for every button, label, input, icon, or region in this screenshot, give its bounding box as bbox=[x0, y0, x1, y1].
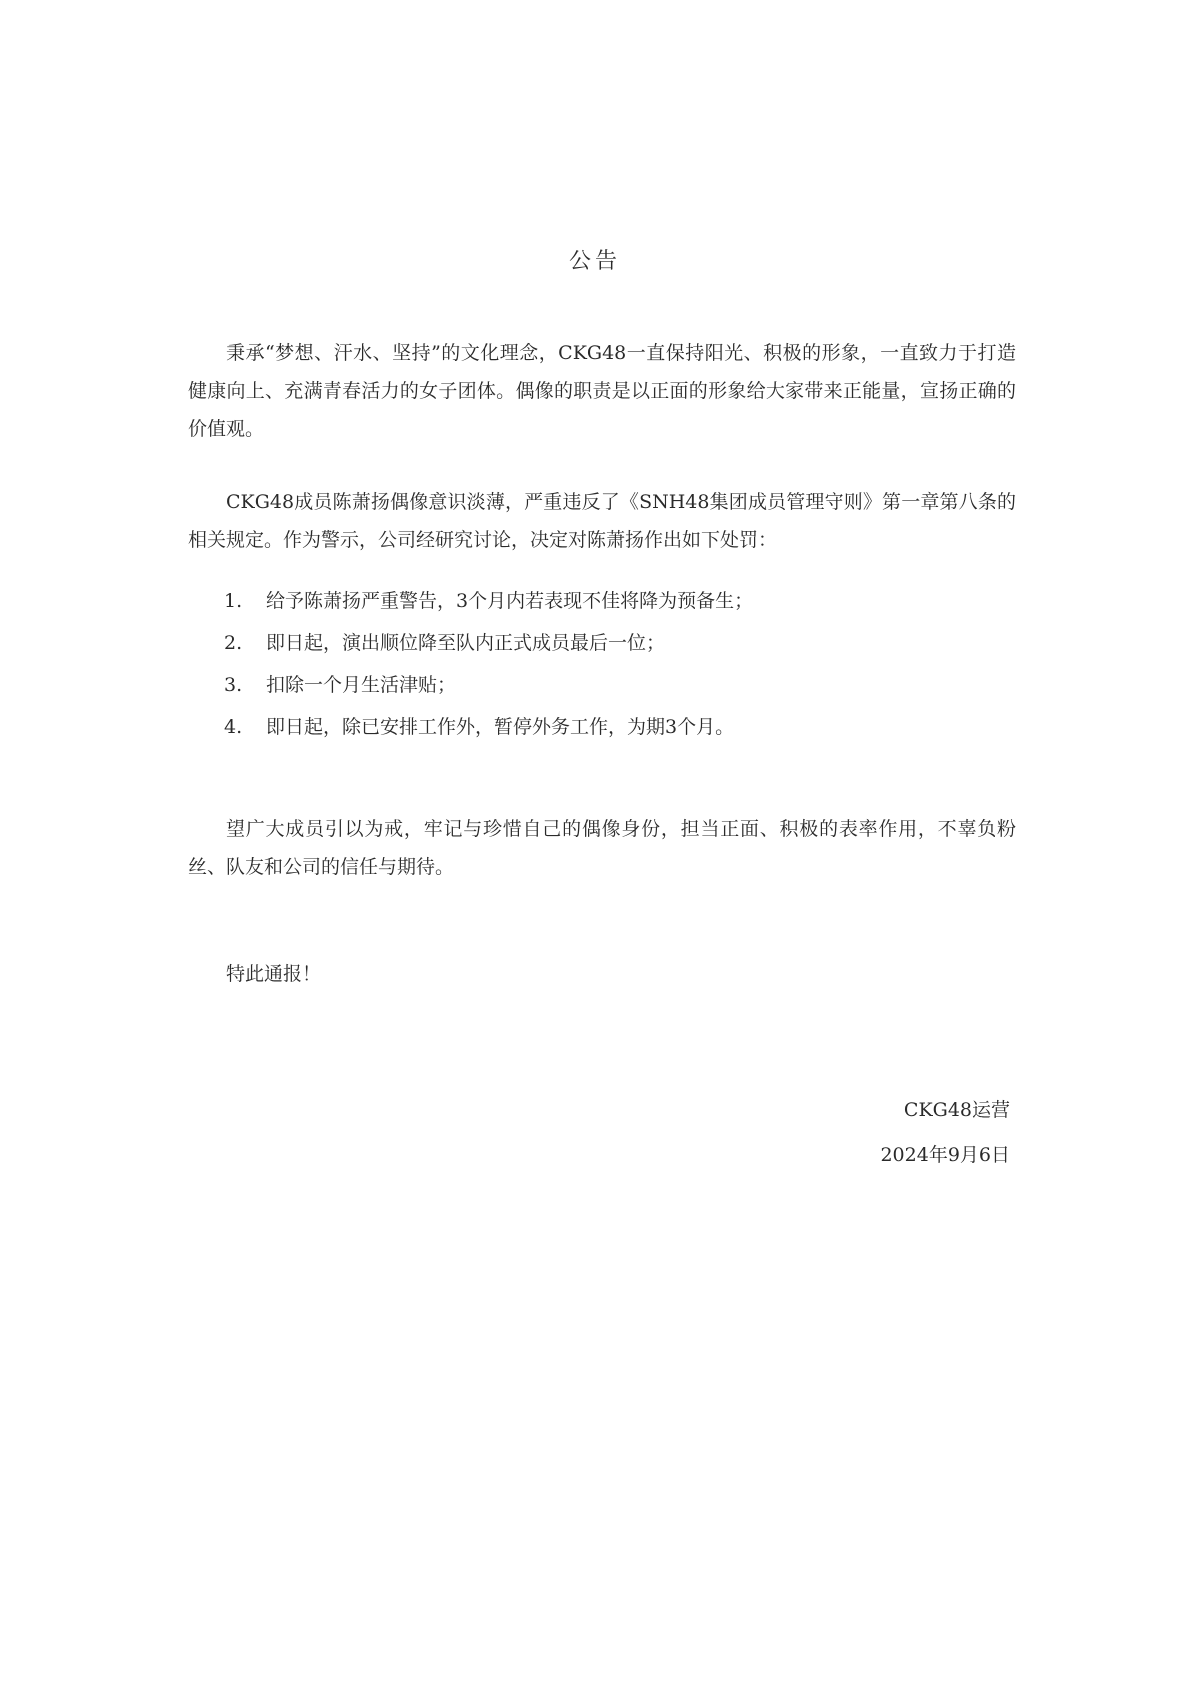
signature-block bbox=[880, 1088, 1010, 1178]
list-item-number: 4. bbox=[224, 716, 243, 738]
paragraph-violation: CKG48成员陈萧扬偶像意识淡薄，严重违反了《SNH48集团成员管理守则》第一章第八条的相关规定。作为警示，公司经研究讨论，决定对陈萧扬作出如下处罚： bbox=[188, 491, 1016, 551]
list-item-text: 即日起，除已安排工作外，暂停外务工作，为期3个月。 bbox=[266, 716, 735, 738]
warning-block bbox=[188, 810, 1016, 886]
list-item-number: 3. bbox=[224, 674, 243, 696]
list-item-number: 1. bbox=[224, 590, 243, 612]
paragraph-intro: 秉承“梦想、汗水、坚持”的文化理念，CKG48一直保持阳光、积极的形象，一直致力于打造健康向上、充满青春活力的女子团体。偶像的职责是以正面的形象给大家带来正能量，宣扬正确的价值观。 bbox=[188, 342, 1016, 440]
page-title: 公告 bbox=[568, 249, 621, 274]
intro-block bbox=[188, 334, 1016, 448]
closing-block bbox=[188, 955, 1016, 993]
list-item-number: 2. bbox=[224, 632, 243, 654]
list-item bbox=[224, 622, 1004, 664]
list-item bbox=[224, 580, 1004, 622]
signature-date: 2024年9月6日 bbox=[880, 1144, 1010, 1166]
list-item-text: 给予陈萧扬严重警告，3个月内若表现不佳将降为预备生； bbox=[266, 590, 754, 612]
penalty-list bbox=[224, 580, 1004, 748]
signature-org: CKG48运营 bbox=[903, 1099, 1010, 1121]
closing-line: 特此通报！ bbox=[226, 963, 322, 985]
list-item bbox=[224, 706, 1004, 748]
list-item-text: 即日起，演出顺位降至队内正式成员最后一位； bbox=[266, 632, 666, 654]
violation-block bbox=[188, 483, 1016, 559]
list-item-text: 扣除一个月生活津贴； bbox=[266, 674, 457, 696]
list-item bbox=[224, 664, 1004, 706]
paragraph-warning: 望广大成员引以为戒，牢记与珍惜自己的偶像身份，担当正面、积极的表率作用，不辜负粉丝、队友和公司的信任与期待。 bbox=[188, 818, 1016, 878]
